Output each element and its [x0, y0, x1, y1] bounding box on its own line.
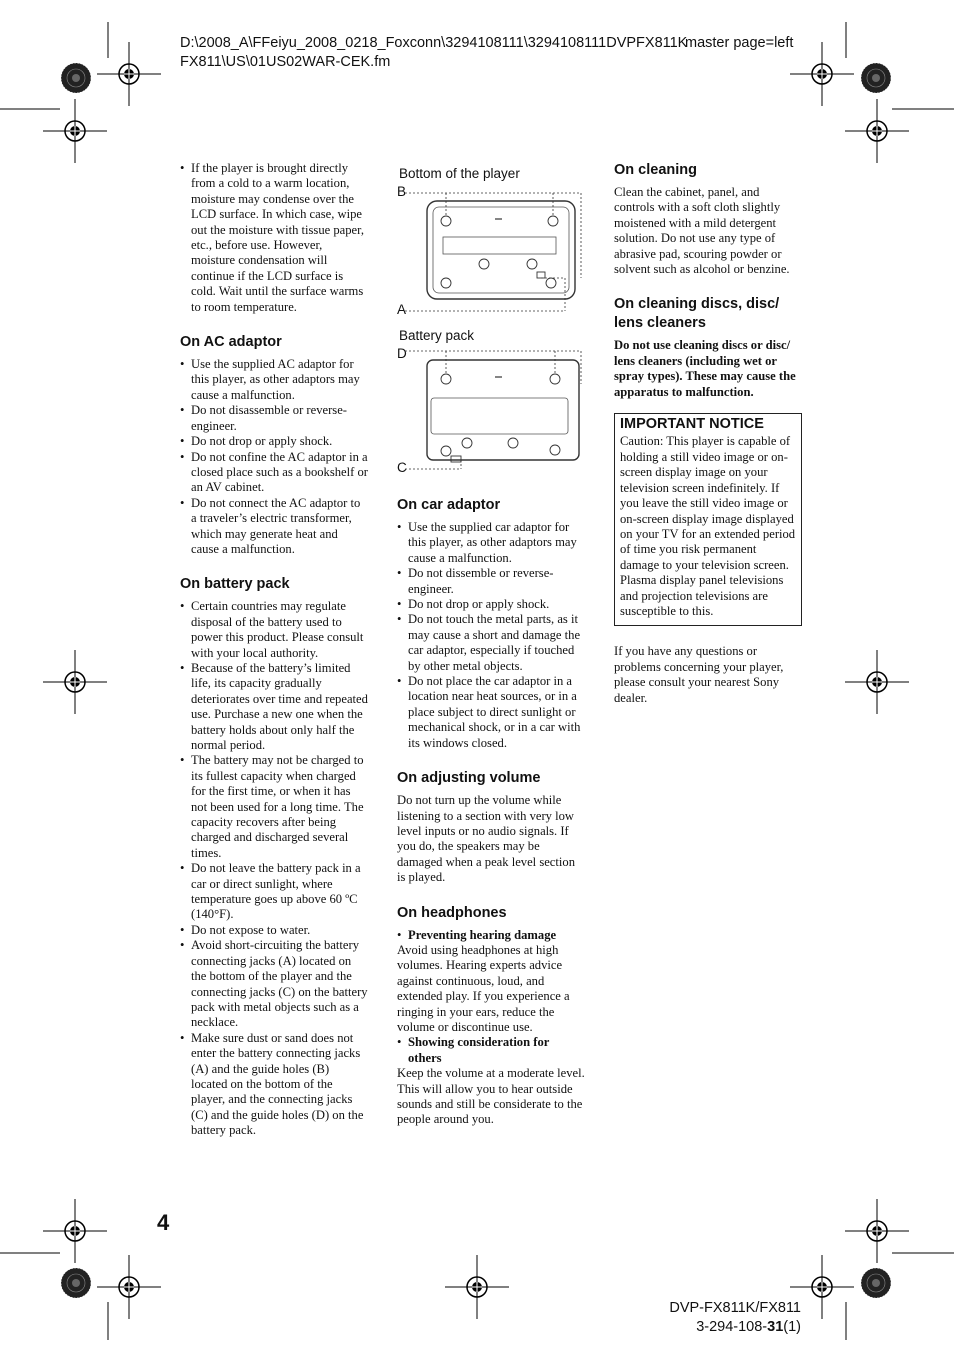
player-bottom-drawing — [405, 190, 585, 312]
list-item: • Do not drop or apply shock. — [180, 434, 368, 449]
headphones-subheading-hearing — [397, 928, 585, 943]
battery-pack-drawing — [405, 348, 585, 472]
section-title-cleaning-discs: On cleaning discs, disc/ lens cleaners — [614, 296, 780, 332]
section-title-adjusting-volume: On adjusting volume — [397, 770, 541, 787]
footer-model — [660, 1299, 801, 1337]
footer-code — [660, 1318, 801, 1337]
list-item: • Do not leave the battery pack in a car or direct sunlight, where temperature goes up above 60 ºC (140°F). — [180, 861, 368, 923]
section-title-car-adaptor: On car adaptor — [397, 497, 501, 513]
important-notice-text: Caution: This player is capable of holding a still video image or on-screen display image on your television screen indefinitely. If you leave the still video image or on-screen display image displayed on your TV for an extended period of time you risk permanent damage to your television screen. Plasma display panel televisions and projection televisions are susceptible to this. — [620, 434, 796, 618]
footer-code-bold: 31 — [767, 1319, 784, 1335]
column-left — [180, 161, 368, 1139]
list-item: • Do not confine the AC adaptor in a closed place such as a bookshelf or an AV cabinet. — [180, 450, 368, 496]
subheading-text: Showing consideration for others — [408, 1035, 550, 1065]
diagram-letter-c: C — [397, 460, 407, 475]
list-item: • Avoid short-circuiting the battery connecting jacks (A) located on the bottom of the player and the connecting jacks (C) on the battery pack with metal objects such as a necklace. — [180, 938, 368, 1030]
headphones-text-consideration: Keep the volume at a moderate level. This will allow you to hear outside sounds and still be considerate to the people around you. — [397, 1066, 585, 1127]
column-right — [614, 161, 802, 706]
diagram-player-bottom — [397, 166, 585, 320]
volume-text: Do not turn up the volume while listening to a section with very low level inputs or no audio signals. If you do, the speakers may be damaged when a peak level section is played. — [397, 793, 575, 885]
list-item: • Make sure dust or sand does not enter the battery connecting jacks (A) and the guide holes (B) located on the bottom of the player, and the connecting jacks (C) and the guide holes (D) on the battery pack. — [180, 1031, 368, 1139]
list-item: • Because of the battery’s limited life, its capacity gradually deteriorates over time and repeated use. Purchase a new one when the battery holds about only half the normal period. — [180, 661, 368, 753]
footer-code-prefix: 3-294-108- — [696, 1319, 768, 1335]
page-number: 4 — [157, 1210, 170, 1235]
subheading-text: Preventing hearing damage — [408, 927, 557, 942]
list-item: • The battery may not be charged to its fullest capacity when charged for the first time, or when it has not been used for a long time. The capacity recovers after being charged and discharged several times. — [180, 753, 368, 861]
diagram-battery-pack — [397, 326, 585, 482]
headphones-subheading-consideration — [397, 1035, 585, 1066]
diagram-label-player-bottom: Bottom of the player — [399, 166, 520, 181]
section-title-battery-pack: On battery pack — [180, 576, 290, 593]
list-item: • Certain countries may regulate disposal of the battery used to power this product. Please consult with your local authority. — [180, 599, 368, 661]
diagram-letter-a: A — [397, 302, 407, 317]
header-master-page: master page=left — [685, 35, 794, 51]
cleaning-text: Clean the cabinet, panel, and controls with a soft cloth slightly moistened with a mild detergent solution. Do not use any type of abrasive pad, scouring powder or solvent such as alcohol or benzine. — [614, 185, 790, 277]
list-item: • Do not expose to water. — [180, 923, 368, 938]
important-notice-title: IMPORTANT NOTICE — [620, 416, 764, 433]
footer-code-suffix: (1) — [783, 1319, 801, 1335]
diagram-letter-d: D — [397, 346, 407, 361]
list-item: • Do not touch the metal parts, as it may cause a short and damage the car adaptor, especially if touched by other metal objects. — [397, 612, 585, 674]
section-title-headphones: On headphones — [397, 904, 507, 921]
list-item: • If the player is brought directly from a cold to a warm location, moisture may condense over the LCD surface. In which case, wipe out the moisture with tissue paper, etc., before use. However, moisture condensation will continue if the LCD surface is cold. Wait until the surface warms to room temperature. — [180, 161, 368, 315]
cleaning-discs-text — [614, 338, 802, 400]
section-title-cleaning: On cleaning — [614, 162, 697, 178]
footer-model-name: DVP-FX811K/FX811 — [669, 1300, 801, 1316]
list-item: • Do not place the car adaptor in a location near heat sources, or in a place subject to direct sunlight or mechanical shock, or in a car with its windows closed. — [397, 674, 585, 751]
closing-text: If you have any questions or problems concerning your player, please consult your nearest Sony dealer. — [614, 644, 784, 705]
header-path-line1: D:\2008_A\FFeiyu_2008_0218_Foxconn\3294108111\3294108111DVPFX811K — [180, 35, 688, 51]
section-title-ac-adaptor: On AC adaptor — [180, 334, 282, 351]
diagram-label-battery-pack: Battery pack — [399, 328, 475, 343]
headphones-text-hearing: Avoid using headphones at high volumes. Hearing experts advice against continuous, loud, and extended play. If you experience a ringing in your ears, reduce the volume or discontinue use. — [397, 942, 570, 1034]
cleaning-discs-warning: Do not use cleaning discs or disc/ lens cleaners (including wet or spray types). These may cause the apparatus to malfunction. — [614, 338, 796, 399]
list-item: • Use the supplied car adaptor for this player, as other adaptors may cause a malfunction. — [397, 520, 585, 566]
list-item: • Do not drop or apply shock. — [397, 597, 585, 612]
column-middle — [397, 166, 585, 1128]
list-item: • Use the supplied AC adaptor for this player, as other adaptors may cause a malfunction. — [180, 357, 368, 403]
list-item: • Do not connect the AC adaptor to a traveler’s electric transformer, which may generate heat and cause a malfunction. — [180, 496, 368, 558]
list-item: • Do not disassemble or reverse-engineer. — [180, 403, 368, 434]
important-notice-box — [614, 413, 802, 626]
file-path-header — [180, 34, 820, 72]
list-item: • Do not dissemble or reverse-engineer. — [397, 566, 585, 597]
diagram-letter-b: B — [397, 184, 407, 199]
header-path-line2: FX811\US\01US02WAR-CEK.fm — [180, 54, 391, 70]
